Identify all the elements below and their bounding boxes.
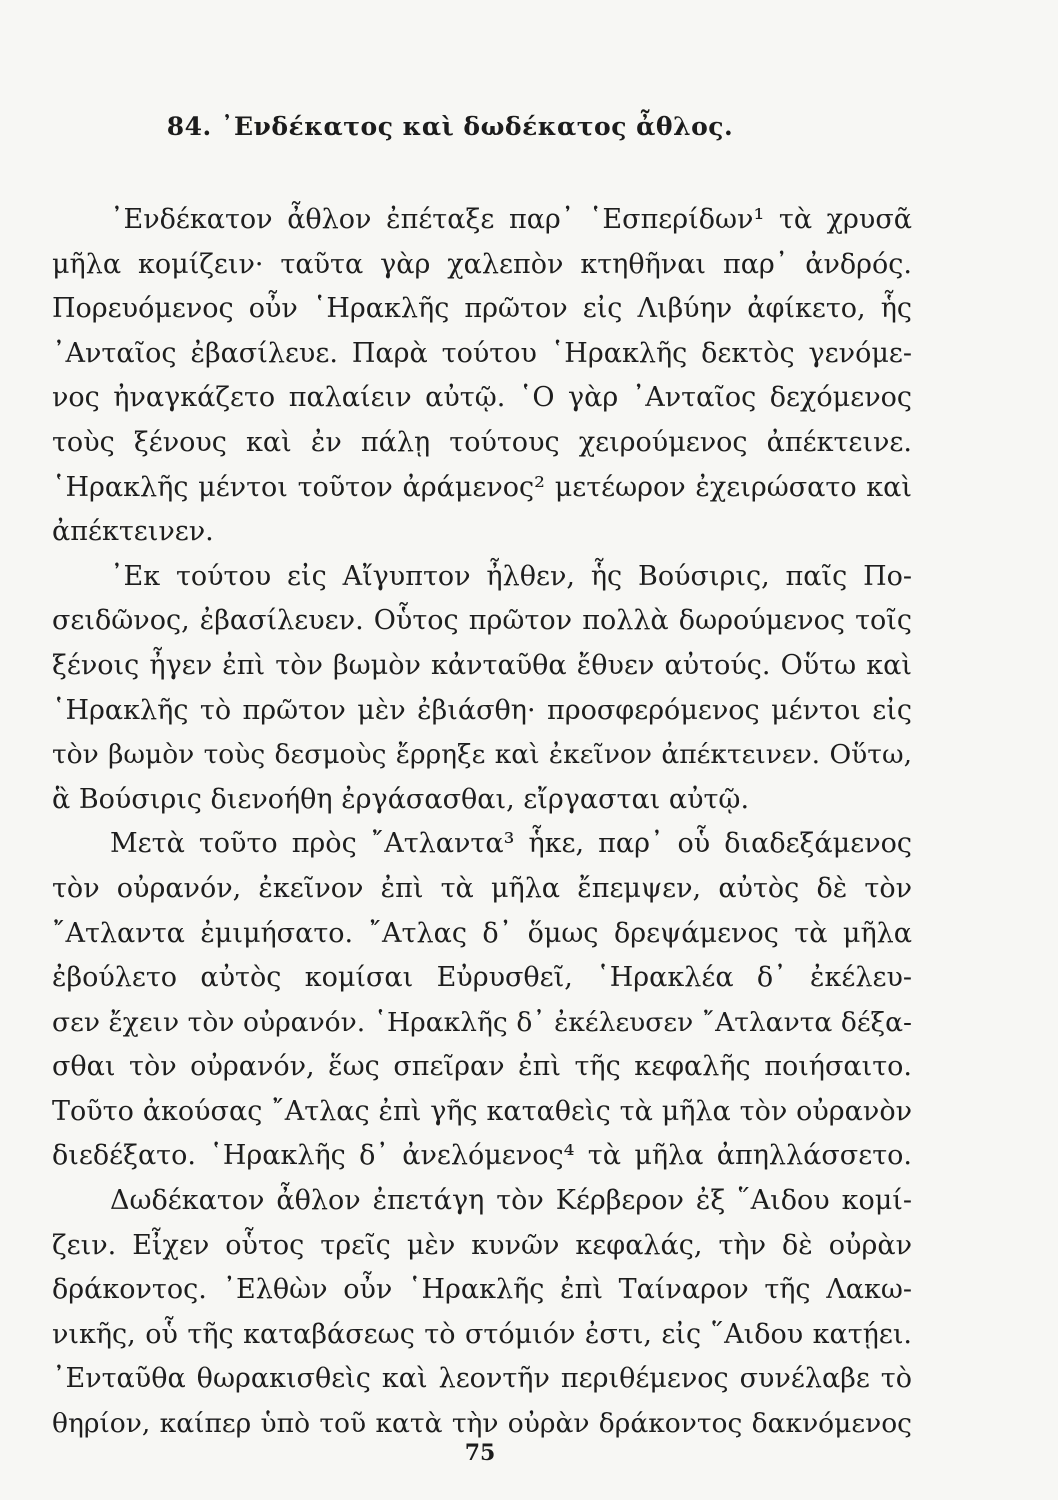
text-line: ζειν. Εἶχεν οὗτος τρεῖς μὲν κυνῶν κεφαλάς, τὴν δὲ οὐρὰν xyxy=(52,1229,912,1261)
text-line: ῾Ηρακλῆς μέντοι τοῦτον ἀράμενος² μετέωρον ἐχειρώσατο καὶ xyxy=(52,471,912,503)
text-line: Δωδέκατον ἆθλον ἐπετάγη τὸν Κέρβερον ἐξ ῞Αιδου κομί- xyxy=(110,1185,912,1217)
text-line: ᾿Ανταῖος ἐβασίλευε. Παρὰ τούτου ῾Ηρακλῆς δεκτὸς γενόμε- xyxy=(52,337,912,369)
body-text xyxy=(52,198,912,1447)
text-line: ῎Ατλαντα ἐμιμήσατο. ῎Ατλας δ᾿ ὅμως δρεψάμενος τὰ μῆλα xyxy=(52,917,912,949)
text-line: Μετὰ τοῦτο πρὸς ῎Ατλαντα³ ἧκε, παρ᾿ οὗ διαδεξάμενος xyxy=(110,828,912,860)
text-line: ᾿Εκ τούτου εἰς Αἴγυπτον ἦλθεν, ἧς Βούσιρις, παῖς Πο- xyxy=(110,560,912,592)
page-number: 75 xyxy=(464,1440,496,1466)
text-line: τὸν οὐρανόν, ἐκεῖνον ἐπὶ τὰ μῆλα ἔπεμψεν, αὐτὸς δὲ τὸν xyxy=(52,872,912,904)
text-line: Πορευόμενος οὖν ῾Ηρακλῆς πρῶτον εἰς Λιβύην ἀφίκετο, ἧς xyxy=(52,293,912,325)
text-line: ἃ Βούσιρις διενοήθη ἐργάσασθαι, εἴργασται αὐτῷ. xyxy=(52,783,750,815)
text-line: ἐβούλετο αὐτὸς κομίσαι Εὐρυσθεῖ, ῾Ηρακλέα δ᾿ ἐκέλευ- xyxy=(52,962,912,994)
text-line: δράκοντος. ᾿Ελθὼν οὖν ῾Ηρακλῆς ἐπὶ Ταίναρον τῆς Λακω- xyxy=(52,1274,912,1306)
text-line: ῾Ηρακλῆς τὸ πρῶτον μὲν ἐβιάσθη· προσφερόμενος μέντοι εἰς xyxy=(52,694,912,726)
text-line: σειδῶνος, ἐβασίλευεν. Οὗτος πρῶτον πολλὰ δωρούμενος τοῖς xyxy=(52,605,912,637)
text-line: τοὺς ξένους καὶ ἐν πάλῃ τούτους χειρούμενος ἀπέκτεινε. xyxy=(52,426,912,458)
text-line: σθαι τὸν οὐρανόν, ἕως σπεῖραν ἐπὶ τῆς κεφαλῆς ποιήσαιτο. xyxy=(52,1051,912,1083)
text-line: τὸν βωμὸν τοὺς δεσμοὺς ἔρρηξε καὶ ἐκεῖνον ἀπέκτεινεν. Οὕτω, xyxy=(52,739,912,771)
text-line: σεν ἔχειν τὸν οὐρανόν. ῾Ηρακλῆς δ᾿ ἐκέλευσεν ῎Ατλαντα δέξα- xyxy=(52,1006,912,1038)
section-heading: 84. ᾿Ενδέκατος καὶ δωδέκατος ἆθλος. xyxy=(166,112,734,141)
text-line: ᾿Ενδέκατον ἆθλον ἐπέταξε παρ᾿ ῾Εσπερίδων¹ τὰ χρυσᾶ xyxy=(110,204,912,235)
text-line: θηρίον, καίπερ ὑπὸ τοῦ κατὰ τὴν οὐρὰν δράκοντος δακνόμενος xyxy=(52,1408,912,1440)
text-line: μῆλα κομίζειν· ταῦτα γὰρ χαλεπὸν κτηθῆναι παρ᾿ ἀνδρός. xyxy=(52,248,912,280)
text-line: ξένοις ἦγεν ἐπὶ τὸν βωμὸν κἀνταῦθα ἔθυεν αὐτούς. Οὕτω καὶ xyxy=(52,649,912,681)
text-line: νος ἠναγκάζετο παλαίειν αὐτῷ. ῾Ο γὰρ ᾿Ανταῖος δεχόμενος xyxy=(52,382,912,414)
text-line: νικῆς, οὗ τῆς καταβάσεως τὸ στόμιόν ἐστι, εἰς ῞Αιδου κατῄει. xyxy=(52,1318,912,1350)
text-line: διεδέξατο. ῾Ηρακλῆς δ᾿ ἀνελόμενος⁴ τὰ μῆλα ἀπηλλάσσετο. xyxy=(52,1140,912,1172)
text-line: Τοῦτο ἀκούσας ῎Ατλας ἐπὶ γῆς καταθεὶς τὰ μῆλα τὸν οὐρανὸν xyxy=(52,1095,912,1127)
text-line: ἀπέκτεινεν. xyxy=(52,516,214,548)
text-line: ᾿Ενταῦθα θωρακισθεὶς καὶ λεοντῆν περιθέμενος συνέλαβε τὸ xyxy=(52,1363,912,1395)
